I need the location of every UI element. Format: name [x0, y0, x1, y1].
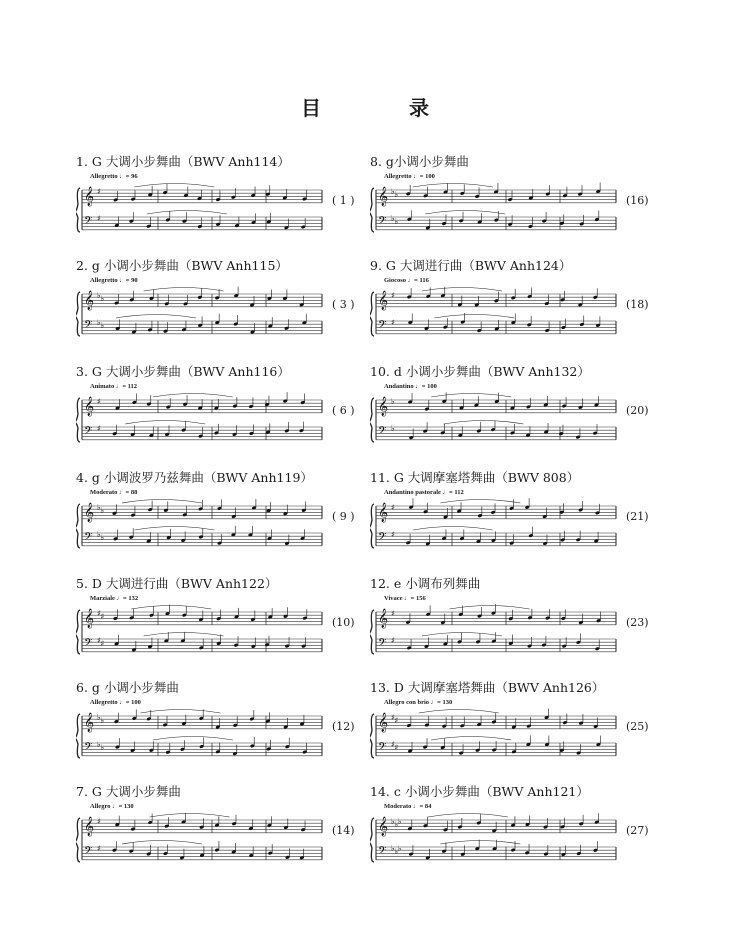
sharp-icon: ♯ [391, 713, 395, 722]
entry-title: 7. G 大调小步舞曲 [76, 784, 181, 799]
flat-icon: ♭ [100, 743, 105, 752]
bass-clef-icon: 𝄢 [378, 215, 387, 230]
treble-clef-icon: 𝄞 [84, 712, 95, 733]
flat-icon: ♭ [391, 214, 395, 223]
sharp-icon: ♯ [391, 609, 395, 618]
treble-clef-icon: 𝄞 [378, 816, 389, 837]
bass-clef-icon: 𝄢 [84, 319, 93, 334]
flat-icon: ♭ [97, 530, 101, 539]
flat-icon: ♭ [391, 397, 395, 406]
treble-clef-icon: 𝄞 [378, 290, 389, 311]
entry-title: 1. G 大调小步舞曲（BWV Anh114） [76, 154, 290, 169]
toc-entry[interactable] [370, 468, 670, 568]
tempo-marking: Moderato ♩= 84 [384, 803, 432, 810]
flat-icon: ♭ [394, 847, 399, 856]
tempo-marking: Allegretto ♩= 90 [90, 277, 138, 284]
flat-icon: ♭ [391, 844, 395, 853]
bass-clef-icon: 𝄢 [84, 637, 93, 652]
tempo-marking: Giocoso ♩= 116 [384, 277, 429, 284]
sharp-icon: ♯ [97, 817, 101, 826]
bass-clef-icon: 𝄢 [378, 741, 387, 756]
toc-entry[interactable] [370, 152, 670, 252]
toc-entry[interactable] [370, 256, 670, 356]
bass-clef-icon: 𝄢 [378, 531, 387, 546]
bass-clef-icon: 𝄢 [84, 215, 93, 230]
toc-entry[interactable] [76, 782, 376, 882]
flat-icon: ♭ [397, 817, 402, 826]
treble-clef-icon: 𝄞 [84, 816, 95, 837]
flat-icon: ♭ [100, 506, 105, 515]
sharp-icon: ♯ [97, 214, 101, 223]
entry-title: 2. g 小调小步舞曲（BWV Anh115） [76, 258, 288, 273]
page-number: (27) [626, 824, 649, 837]
sharp-icon: ♯ [391, 291, 395, 300]
flat-icon: ♭ [100, 321, 105, 330]
bass-clef-icon: 𝄢 [84, 425, 93, 440]
treble-clef-icon: 𝄞 [84, 502, 95, 523]
sharp-icon: ♯ [97, 609, 101, 618]
bass-clef-icon: 𝄢 [84, 531, 93, 546]
page-number: (21) [626, 510, 649, 523]
sharp-icon: ♯ [391, 503, 395, 512]
flat-icon: ♭ [394, 820, 399, 829]
tempo-marking: Allegretto ♩= 96 [90, 173, 138, 180]
toc-entry[interactable] [370, 574, 670, 674]
tempo-marking: Allegro con brio ♩= 130 [384, 699, 453, 706]
tempo-marking: Andantino ♩= 100 [384, 383, 437, 390]
page-number: (18) [626, 298, 649, 311]
toc-entry[interactable] [76, 678, 376, 778]
tempo-marking: Vivace ♩= 156 [384, 595, 426, 602]
bass-clef-icon: 𝄢 [378, 425, 387, 440]
page-number: (23) [626, 616, 649, 629]
treble-clef-icon: 𝄞 [378, 186, 389, 207]
tempo-marking: Animato ♩= 112 [90, 383, 138, 390]
entry-title: 14. c 小调小步舞曲（BWV Anh121） [370, 784, 589, 799]
entry-title: 8. g小调小步舞曲 [370, 154, 469, 169]
page-number: ( 9 ) [332, 510, 355, 523]
tempo-marking: Allegro ♩= 130 [90, 803, 134, 810]
tempo-marking: Allegretto ♩= 100 [90, 699, 141, 706]
entry-title: 12. e 小调布列舞曲 [370, 576, 481, 591]
sharp-icon: ♯ [391, 636, 395, 645]
flat-icon: ♭ [394, 190, 399, 199]
flat-icon: ♭ [97, 291, 101, 300]
treble-clef-icon: 𝄞 [378, 502, 389, 523]
treble-clef-icon: 𝄞 [378, 396, 389, 417]
entry-title: 9. G 大调进行曲（BWV Anh124） [370, 258, 572, 273]
flat-icon: ♭ [397, 844, 402, 853]
treble-clef-icon: 𝄞 [378, 712, 389, 733]
page-number: (20) [626, 404, 649, 417]
flat-icon: ♭ [391, 424, 395, 433]
entry-title: 10. d 小调小步舞曲（BWV Anh132） [370, 364, 590, 379]
page-number: (25) [626, 720, 649, 733]
sharp-icon: ♯ [97, 187, 101, 196]
sharp-icon: ♯ [391, 740, 395, 749]
tempo-marking: Andantino pastorale ♩= 112 [384, 489, 464, 496]
page-number: (14) [332, 824, 355, 837]
toc-entry[interactable] [76, 574, 376, 674]
bass-clef-icon: 𝄢 [84, 741, 93, 756]
treble-clef-icon: 𝄞 [84, 290, 95, 311]
sharp-icon: ♯ [97, 636, 101, 645]
toc-entry[interactable] [370, 362, 670, 462]
flat-icon: ♭ [391, 817, 395, 826]
page-number: (12) [332, 720, 355, 733]
flat-icon: ♭ [100, 716, 105, 725]
page-number: (10) [332, 616, 355, 629]
page-number: ( 3 ) [332, 298, 355, 311]
page-number: ( 1 ) [332, 194, 355, 207]
treble-clef-icon: 𝄞 [84, 396, 95, 417]
sharp-icon: ♯ [100, 612, 105, 621]
sharp-icon: ♯ [97, 844, 101, 853]
entry-title: 4. g 小调波罗乃兹舞曲（BWV Anh119） [76, 470, 313, 485]
tempo-marking: Marziale ♩= 132 [90, 595, 139, 602]
sharp-icon: ♯ [97, 424, 101, 433]
bass-clef-icon: 𝄢 [378, 319, 387, 334]
tempo-marking: Allegretto ♩= 100 [384, 173, 435, 180]
bass-clef-icon: 𝄢 [378, 637, 387, 652]
flat-icon: ♭ [97, 503, 101, 512]
flat-icon: ♭ [391, 187, 395, 196]
bass-clef-icon: 𝄢 [378, 845, 387, 860]
toc-entry[interactable] [76, 256, 376, 356]
entry-title: 13. D 大调摩塞塔舞曲（BWV Anh126） [370, 680, 605, 695]
sharp-icon: ♯ [394, 716, 399, 725]
entry-title: 3. G 大调小步舞曲（BWV Anh116） [76, 364, 290, 379]
page-title: 目 录 [301, 96, 463, 120]
sharp-icon: ♯ [97, 397, 101, 406]
treble-clef-icon: 𝄞 [84, 608, 95, 629]
toc-entry[interactable] [76, 152, 376, 252]
flat-icon: ♭ [100, 294, 105, 303]
tempo-marking: Moderato ♩= 88 [90, 489, 138, 496]
toc-entry[interactable] [370, 782, 670, 882]
flat-icon: ♭ [394, 217, 399, 226]
page-number: ( 6 ) [332, 404, 355, 417]
sharp-icon: ♯ [100, 639, 105, 648]
entry-title: 6. g 小调小步舞曲 [76, 680, 179, 695]
sharp-icon: ♯ [391, 530, 395, 539]
toc-entry[interactable] [370, 678, 670, 778]
flat-icon: ♭ [97, 740, 101, 749]
sharp-icon: ♯ [391, 318, 395, 327]
flat-icon: ♭ [97, 318, 101, 327]
toc-entry[interactable] [76, 362, 376, 462]
treble-clef-icon: 𝄞 [84, 186, 95, 207]
treble-clef-icon: 𝄞 [378, 608, 389, 629]
flat-icon: ♭ [100, 533, 105, 542]
entry-title: 11. G 大调摩塞塔舞曲（BWV 808） [370, 470, 580, 485]
sharp-icon: ♯ [394, 743, 399, 752]
entry-title: 5. D 大调进行曲（BWV Anh122） [76, 576, 278, 591]
bass-clef-icon: 𝄢 [84, 845, 93, 860]
page-number: (16) [626, 194, 649, 207]
toc-entry[interactable] [76, 468, 376, 568]
flat-icon: ♭ [97, 713, 101, 722]
